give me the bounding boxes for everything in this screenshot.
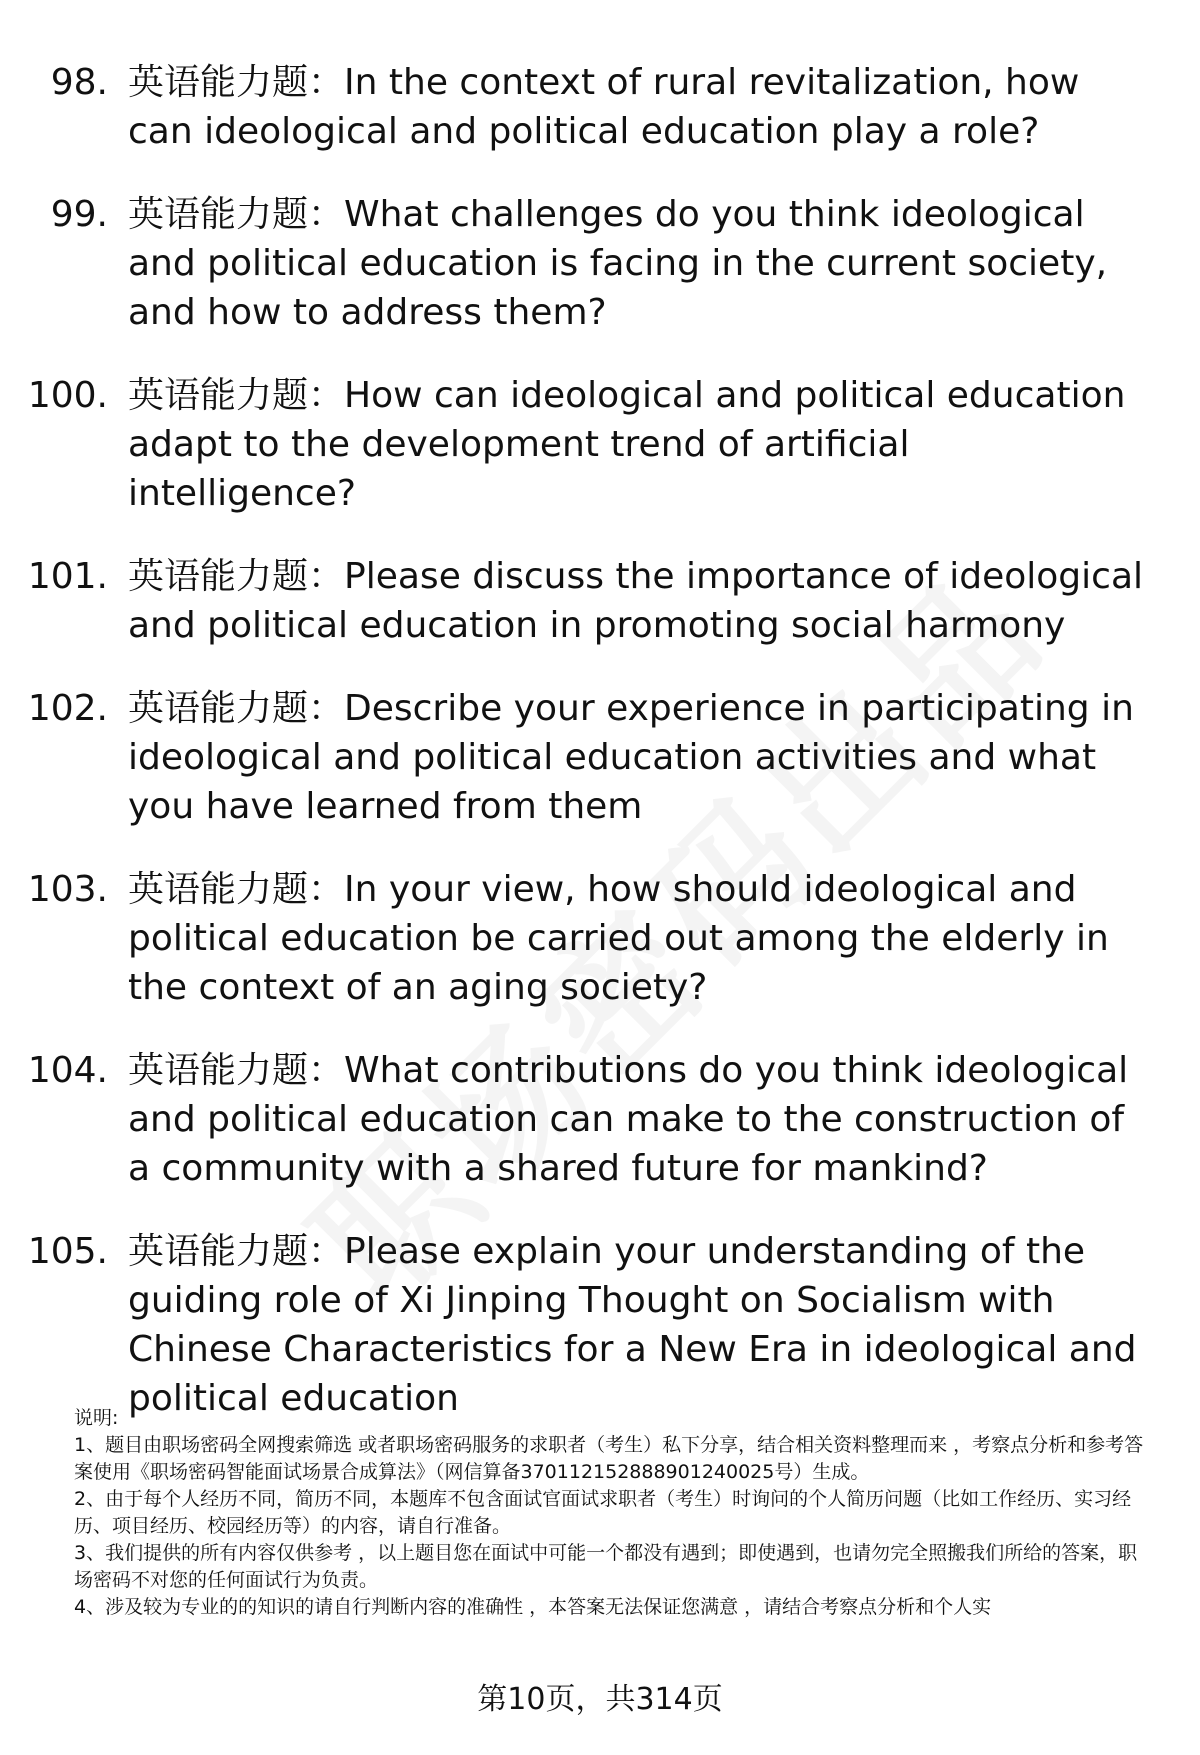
- question-prefix: 英语能力题：: [128, 1050, 345, 1091]
- question-text: What challenges do you think ideological and political education is facing in the current society, and how to address them?: [128, 194, 1108, 333]
- question-item: [0, 190, 1200, 337]
- question-item: [0, 865, 1200, 1012]
- question-text: In your view, how should ideological and political education be carried out among the elderly in the context of an aging society?: [128, 869, 1109, 1008]
- question-item: [0, 1227, 1200, 1423]
- question-number: 105.: [27, 1231, 108, 1272]
- question-number: 98.: [50, 62, 108, 103]
- question-number: 99.: [50, 194, 108, 235]
- question-item: [0, 371, 1200, 518]
- note-item: 3、我们提供的所有内容仅供参考 ，以上题目您在面试中可能一个都没有遇到；即使遇到，也请勿完全照搬我们所给的答案，职场密码不对您的任何面试行为负责。: [74, 1542, 1138, 1591]
- notes-section: [74, 1405, 1154, 1621]
- question-text: How can ideological and political education adapt to the development trend of artificial intelligence?: [128, 375, 1126, 514]
- question-text: Please discuss the importance of ideological and political education in promoting social harmony: [128, 556, 1144, 646]
- question-prefix: 英语能力题：: [128, 688, 345, 729]
- question-item: [0, 1046, 1200, 1193]
- question-number: 100.: [27, 375, 108, 416]
- question-item: [0, 552, 1200, 650]
- page-number-label: 第10页，共314页: [477, 1682, 723, 1717]
- question-item: [0, 684, 1200, 831]
- question-list: [0, 58, 1200, 1457]
- question-body: [128, 865, 1148, 1012]
- question-text: Please explain your understanding of the guiding role of Xi Jinping Thought on Socialism with Chinese Characteristics for a New Era in ideological and political education: [128, 1231, 1137, 1419]
- question-number: 101.: [27, 556, 108, 597]
- question-text: What contributions do you think ideological and political education can make to the construction of a community with a shared future for mankind?: [128, 1050, 1129, 1189]
- question-number: 103.: [27, 869, 108, 910]
- question-body: [128, 552, 1148, 650]
- note-item: 2、由于每个人经历不同，简历不同，本题库不包含面试官面试求职者（考生）时询问的个人简历问题（比如工作经历、实习经历、项目经历、校园经历等）的内容，请自行准备。: [74, 1488, 1132, 1537]
- question-prefix: 英语能力题：: [128, 194, 345, 235]
- question-number: 102.: [27, 688, 108, 729]
- question-prefix: 英语能力题：: [128, 62, 345, 103]
- question-prefix: 英语能力题：: [128, 375, 345, 416]
- note-item: 4、涉及较为专业的的知识的请自行判断内容的准确性 ，本答案无法保证您满意 ，请结合考察点分析和个人实: [74, 1596, 992, 1618]
- question-item: [0, 58, 1200, 156]
- question-body: [128, 190, 1148, 337]
- question-body: [128, 684, 1148, 831]
- question-text: Describe your experience in participating in ideological and political education activities and what you have learned from them: [128, 688, 1134, 827]
- question-body: [128, 371, 1148, 518]
- notes-heading: 说明:: [74, 1407, 119, 1429]
- question-body: [128, 1046, 1148, 1193]
- note-item: 1、题目由职场密码全网搜索筛选 或者职场密码服务的求职者（考生）私下分享，结合相关资料整理而来 ，考察点分析和参考答案使用《职场密码智能面试场景合成算法》（网信算备370112152888901240025号）生成。: [74, 1434, 1144, 1483]
- question-body: [128, 58, 1148, 156]
- question-body: [128, 1227, 1148, 1423]
- question-text: In the context of rural revitalization, how can ideological and political education play a role?: [128, 62, 1080, 152]
- question-number: 104.: [27, 1050, 108, 1091]
- question-prefix: 英语能力题：: [128, 1231, 345, 1272]
- question-prefix: 英语能力题：: [128, 556, 345, 597]
- question-prefix: 英语能力题：: [128, 869, 345, 910]
